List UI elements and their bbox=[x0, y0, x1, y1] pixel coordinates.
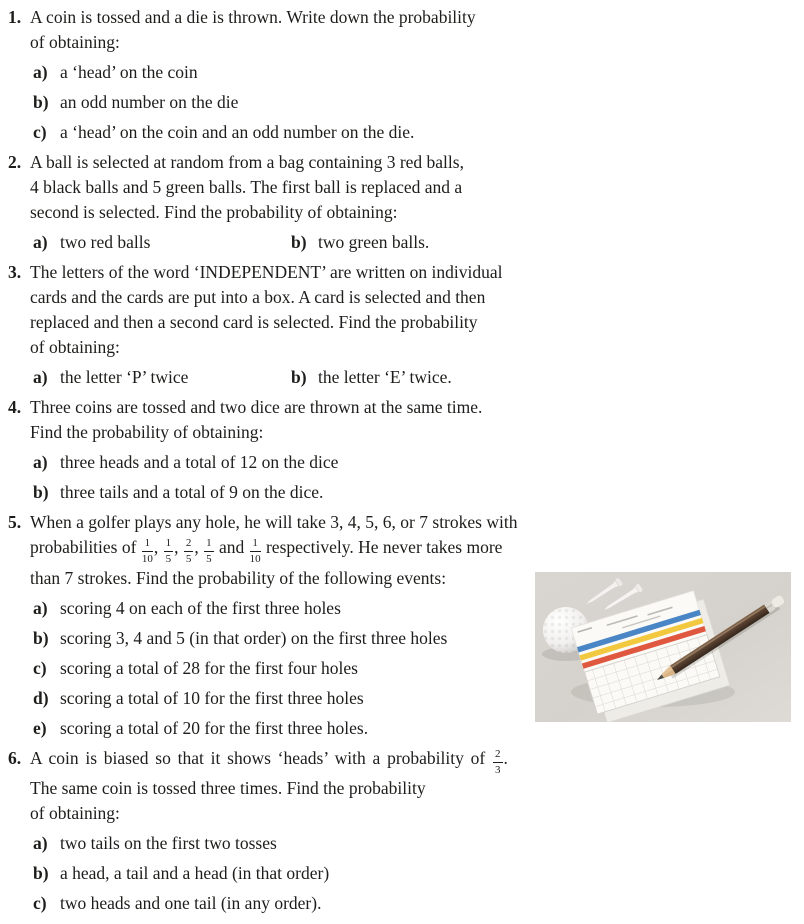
part-label: a) bbox=[33, 367, 48, 387]
question-text-line: Three coins are tossed and two dice are thrown at the same time. bbox=[30, 397, 483, 417]
part-label: b) bbox=[291, 232, 307, 252]
question-text-line: than 7 strokes. Find the probability of the following events: bbox=[30, 567, 447, 588]
golf-photo bbox=[535, 572, 791, 722]
question-part bbox=[30, 891, 321, 916]
part-text: scoring a total of 20 for the first three holes. bbox=[60, 717, 369, 738]
part-text: a ‘head’ on the coin and an odd number on the die. bbox=[60, 122, 415, 142]
part-text: two tails on the first two tosses bbox=[60, 833, 277, 854]
question-part bbox=[30, 716, 368, 741]
question-text-line: second is selected. Find the probability of obtaining: bbox=[30, 202, 398, 222]
question-part bbox=[30, 656, 358, 681]
question-part bbox=[30, 60, 198, 85]
question-part bbox=[30, 230, 288, 255]
question-text-line: cards and the cards are put into a box. A card is selected and then bbox=[30, 287, 486, 307]
fraction: $\frac{1}{5}$ bbox=[165, 537, 172, 565]
question-part bbox=[30, 450, 338, 475]
part-text: the letter ‘P’ twice bbox=[60, 367, 189, 387]
part-label: a) bbox=[33, 597, 48, 618]
question-text-line: A ball is selected at random from a bag containing 3 red balls, bbox=[30, 152, 464, 172]
question-number: 3. bbox=[8, 262, 22, 282]
part-label: a) bbox=[33, 452, 48, 472]
part-text: two red balls bbox=[60, 232, 151, 252]
part-label: b) bbox=[33, 482, 49, 502]
question-text-line: of obtaining: bbox=[30, 803, 120, 824]
golf-photo-illustration bbox=[535, 572, 791, 722]
question-text-line: A coin is tossed and a die is thrown. Write down the probability bbox=[30, 7, 476, 27]
part-text: scoring 3, 4 and 5 (in that order) on the first three holes bbox=[60, 627, 448, 648]
question bbox=[8, 746, 804, 917]
question-text-line: replaced and then a second card is selected. Find the probability bbox=[30, 312, 478, 332]
fraction: $\frac{1}{10}$ bbox=[249, 537, 261, 565]
question-part bbox=[30, 480, 323, 505]
part-label: c) bbox=[33, 657, 47, 678]
question-text-line: of obtaining: bbox=[30, 32, 120, 52]
part-text: scoring a total of 10 for the first three holes bbox=[60, 687, 364, 708]
part-text: two heads and one tail (in any order). bbox=[60, 893, 322, 914]
question-text-line: The letters of the word ‘INDEPENDENT’ are written on individual bbox=[30, 262, 503, 282]
part-text: a head, a tail and a head (in that order) bbox=[60, 863, 330, 884]
question bbox=[8, 5, 804, 145]
question bbox=[8, 395, 804, 505]
fraction: $\frac{2}{3}$ bbox=[495, 748, 501, 776]
part-text: the letter ‘E’ twice. bbox=[318, 367, 452, 387]
question-part bbox=[30, 365, 288, 390]
part-label: b) bbox=[33, 92, 49, 112]
fraction: $\frac{2}{5}$ bbox=[185, 537, 192, 565]
question-part bbox=[30, 861, 329, 886]
question-part bbox=[30, 90, 238, 115]
question-text-line: of obtaining: bbox=[30, 337, 120, 357]
question-part bbox=[30, 596, 341, 621]
question bbox=[8, 260, 804, 390]
part-label: e) bbox=[33, 717, 47, 738]
question-number: 1. bbox=[8, 7, 22, 27]
part-label: b) bbox=[33, 863, 49, 884]
part-label: b) bbox=[291, 367, 307, 387]
question-part bbox=[30, 686, 364, 711]
question-text-line: probabilities of $\frac{1}{10}$ , $\frac{1}{5}$ , $\frac{2}{5}$ , $\frac{1}{5}$ and $\frac{1}{10}$ respectively. He never takes more bbox=[30, 537, 503, 565]
part-label: a) bbox=[33, 833, 48, 854]
part-label: c) bbox=[33, 122, 47, 142]
part-label: a) bbox=[33, 232, 48, 252]
fraction: $\frac{1}{5}$ bbox=[206, 537, 212, 565]
part-text: scoring a total of 28 for the first four holes bbox=[60, 657, 358, 678]
question-part bbox=[30, 626, 447, 651]
question-part bbox=[288, 230, 429, 255]
part-label: d) bbox=[33, 687, 49, 708]
question-text-line: A coin is biased so that it shows ‘heads’ with a probability of $\frac{2}{3}$ . bbox=[30, 747, 508, 776]
part-text: scoring 4 on each of the first three holes bbox=[60, 597, 341, 618]
part-text: an odd number on the die bbox=[60, 92, 239, 112]
question-list bbox=[8, 5, 804, 916]
question-text-line: Find the probability of obtaining: bbox=[30, 422, 264, 442]
question-part bbox=[288, 365, 452, 390]
question-text-line: When a golfer plays any hole, he will take 3, 4, 5, 6, or 7 strokes with bbox=[30, 512, 518, 532]
part-text: three heads and a total of 12 on the dice bbox=[60, 452, 339, 472]
question-part bbox=[30, 831, 277, 856]
question-number: 5. bbox=[8, 512, 22, 532]
question-number: 4. bbox=[8, 397, 22, 417]
part-text: three tails and a total of 9 on the dice. bbox=[60, 482, 324, 502]
fraction: $\frac{1}{10}$ bbox=[141, 537, 153, 565]
question bbox=[8, 150, 804, 255]
question-text-line: 4 black balls and 5 green balls. The first ball is replaced and a bbox=[30, 177, 463, 197]
part-label: c) bbox=[33, 893, 47, 914]
part-label: b) bbox=[33, 627, 49, 648]
question-number: 2. bbox=[8, 152, 22, 172]
question-text-line: The same coin is tossed three times. Find the probability bbox=[30, 778, 426, 799]
part-label: a) bbox=[33, 62, 48, 82]
question-part bbox=[30, 120, 414, 145]
part-text: two green balls. bbox=[318, 232, 430, 252]
part-text: a ‘head’ on the coin bbox=[60, 62, 198, 82]
question-number: 6. bbox=[8, 747, 22, 768]
